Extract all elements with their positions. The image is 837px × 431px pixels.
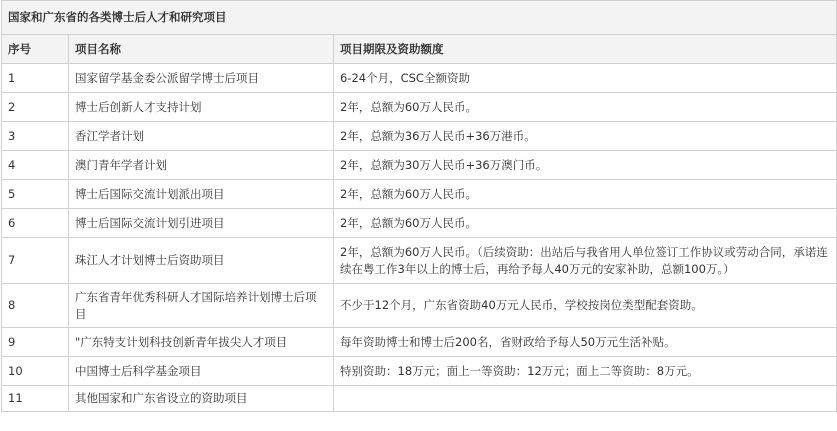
table-row xyxy=(2,357,837,386)
table-caption: 国家和广东省的各类博士后人才和研究项目 xyxy=(2,1,837,35)
table-row xyxy=(2,151,837,180)
table-row xyxy=(2,180,837,209)
table-row xyxy=(2,284,837,328)
table-row xyxy=(2,386,837,412)
row-name: "广东特支计划科技创新青年拔尖人才项目 xyxy=(69,328,334,357)
row-no: 4 xyxy=(2,151,69,180)
row-name: 国家留学基金委公派留学博士后项目 xyxy=(69,64,334,93)
row-no: 8 xyxy=(2,284,69,328)
row-name: 其他国家和广东省设立的资助项目 xyxy=(69,386,334,412)
row-no: 3 xyxy=(2,122,69,151)
row-no: 2 xyxy=(2,93,69,122)
row-no: 5 xyxy=(2,180,69,209)
postdoc-programs-table xyxy=(1,0,837,412)
row-no: 11 xyxy=(2,386,69,412)
table-row xyxy=(2,64,837,93)
table-row xyxy=(2,238,837,284)
row-no: 7 xyxy=(2,238,69,284)
row-detail: 6-24个月，CSC全额资助 xyxy=(334,64,837,93)
row-detail: 2年，总额为60万人民币。（后续资助：出站后与我省用人单位签订工作协议或劳动合同，承诺连续在粤工作3年以上的博士后，再给予每人40万元的安家补助，总额100万。） xyxy=(334,238,837,284)
row-no: 1 xyxy=(2,64,69,93)
row-name: 博士后国际交流计划派出项目 xyxy=(69,180,334,209)
row-detail: 2年，总额为60万人民币。 xyxy=(334,209,837,238)
row-detail: 2年，总额为36万人民币+36万港币。 xyxy=(334,122,837,151)
row-name: 珠江人才计划博士后资助项目 xyxy=(69,238,334,284)
header-no: 序号 xyxy=(2,35,69,64)
row-detail: 每年资助博士和博士后200名，省财政给予每人50万元生活补贴。 xyxy=(334,328,837,357)
row-detail xyxy=(334,386,837,412)
table-caption-row xyxy=(2,1,837,35)
table-header-row xyxy=(2,35,837,64)
table-row xyxy=(2,93,837,122)
table-row xyxy=(2,122,837,151)
table-row xyxy=(2,209,837,238)
row-name: 香江学者计划 xyxy=(69,122,334,151)
header-name: 项目名称 xyxy=(69,35,334,64)
row-detail: 不少于12个月，广东省资助40万元人民币，学校按岗位类型配套资助。 xyxy=(334,284,837,328)
row-detail: 2年，总额为60万人民币。 xyxy=(334,93,837,122)
row-no: 6 xyxy=(2,209,69,238)
row-detail: 特别资助：18万元；面上一等资助：12万元；面上二等资助：8万元。 xyxy=(334,357,837,386)
row-name: 广东省青年优秀科研人才国际培养计划博士后项目 xyxy=(69,284,334,328)
row-no: 10 xyxy=(2,357,69,386)
table-row xyxy=(2,328,837,357)
row-detail: 2年，总额为60万人民币。 xyxy=(334,180,837,209)
row-name: 澳门青年学者计划 xyxy=(69,151,334,180)
row-no: 9 xyxy=(2,328,69,357)
header-detail: 项目期限及资助额度 xyxy=(334,35,837,64)
row-name: 博士后国际交流计划引进项目 xyxy=(69,209,334,238)
row-detail: 2年，总额为30万人民币+36万澳门币。 xyxy=(334,151,837,180)
row-name: 博士后创新人才支持计划 xyxy=(69,93,334,122)
row-name: 中国博士后科学基金项目 xyxy=(69,357,334,386)
